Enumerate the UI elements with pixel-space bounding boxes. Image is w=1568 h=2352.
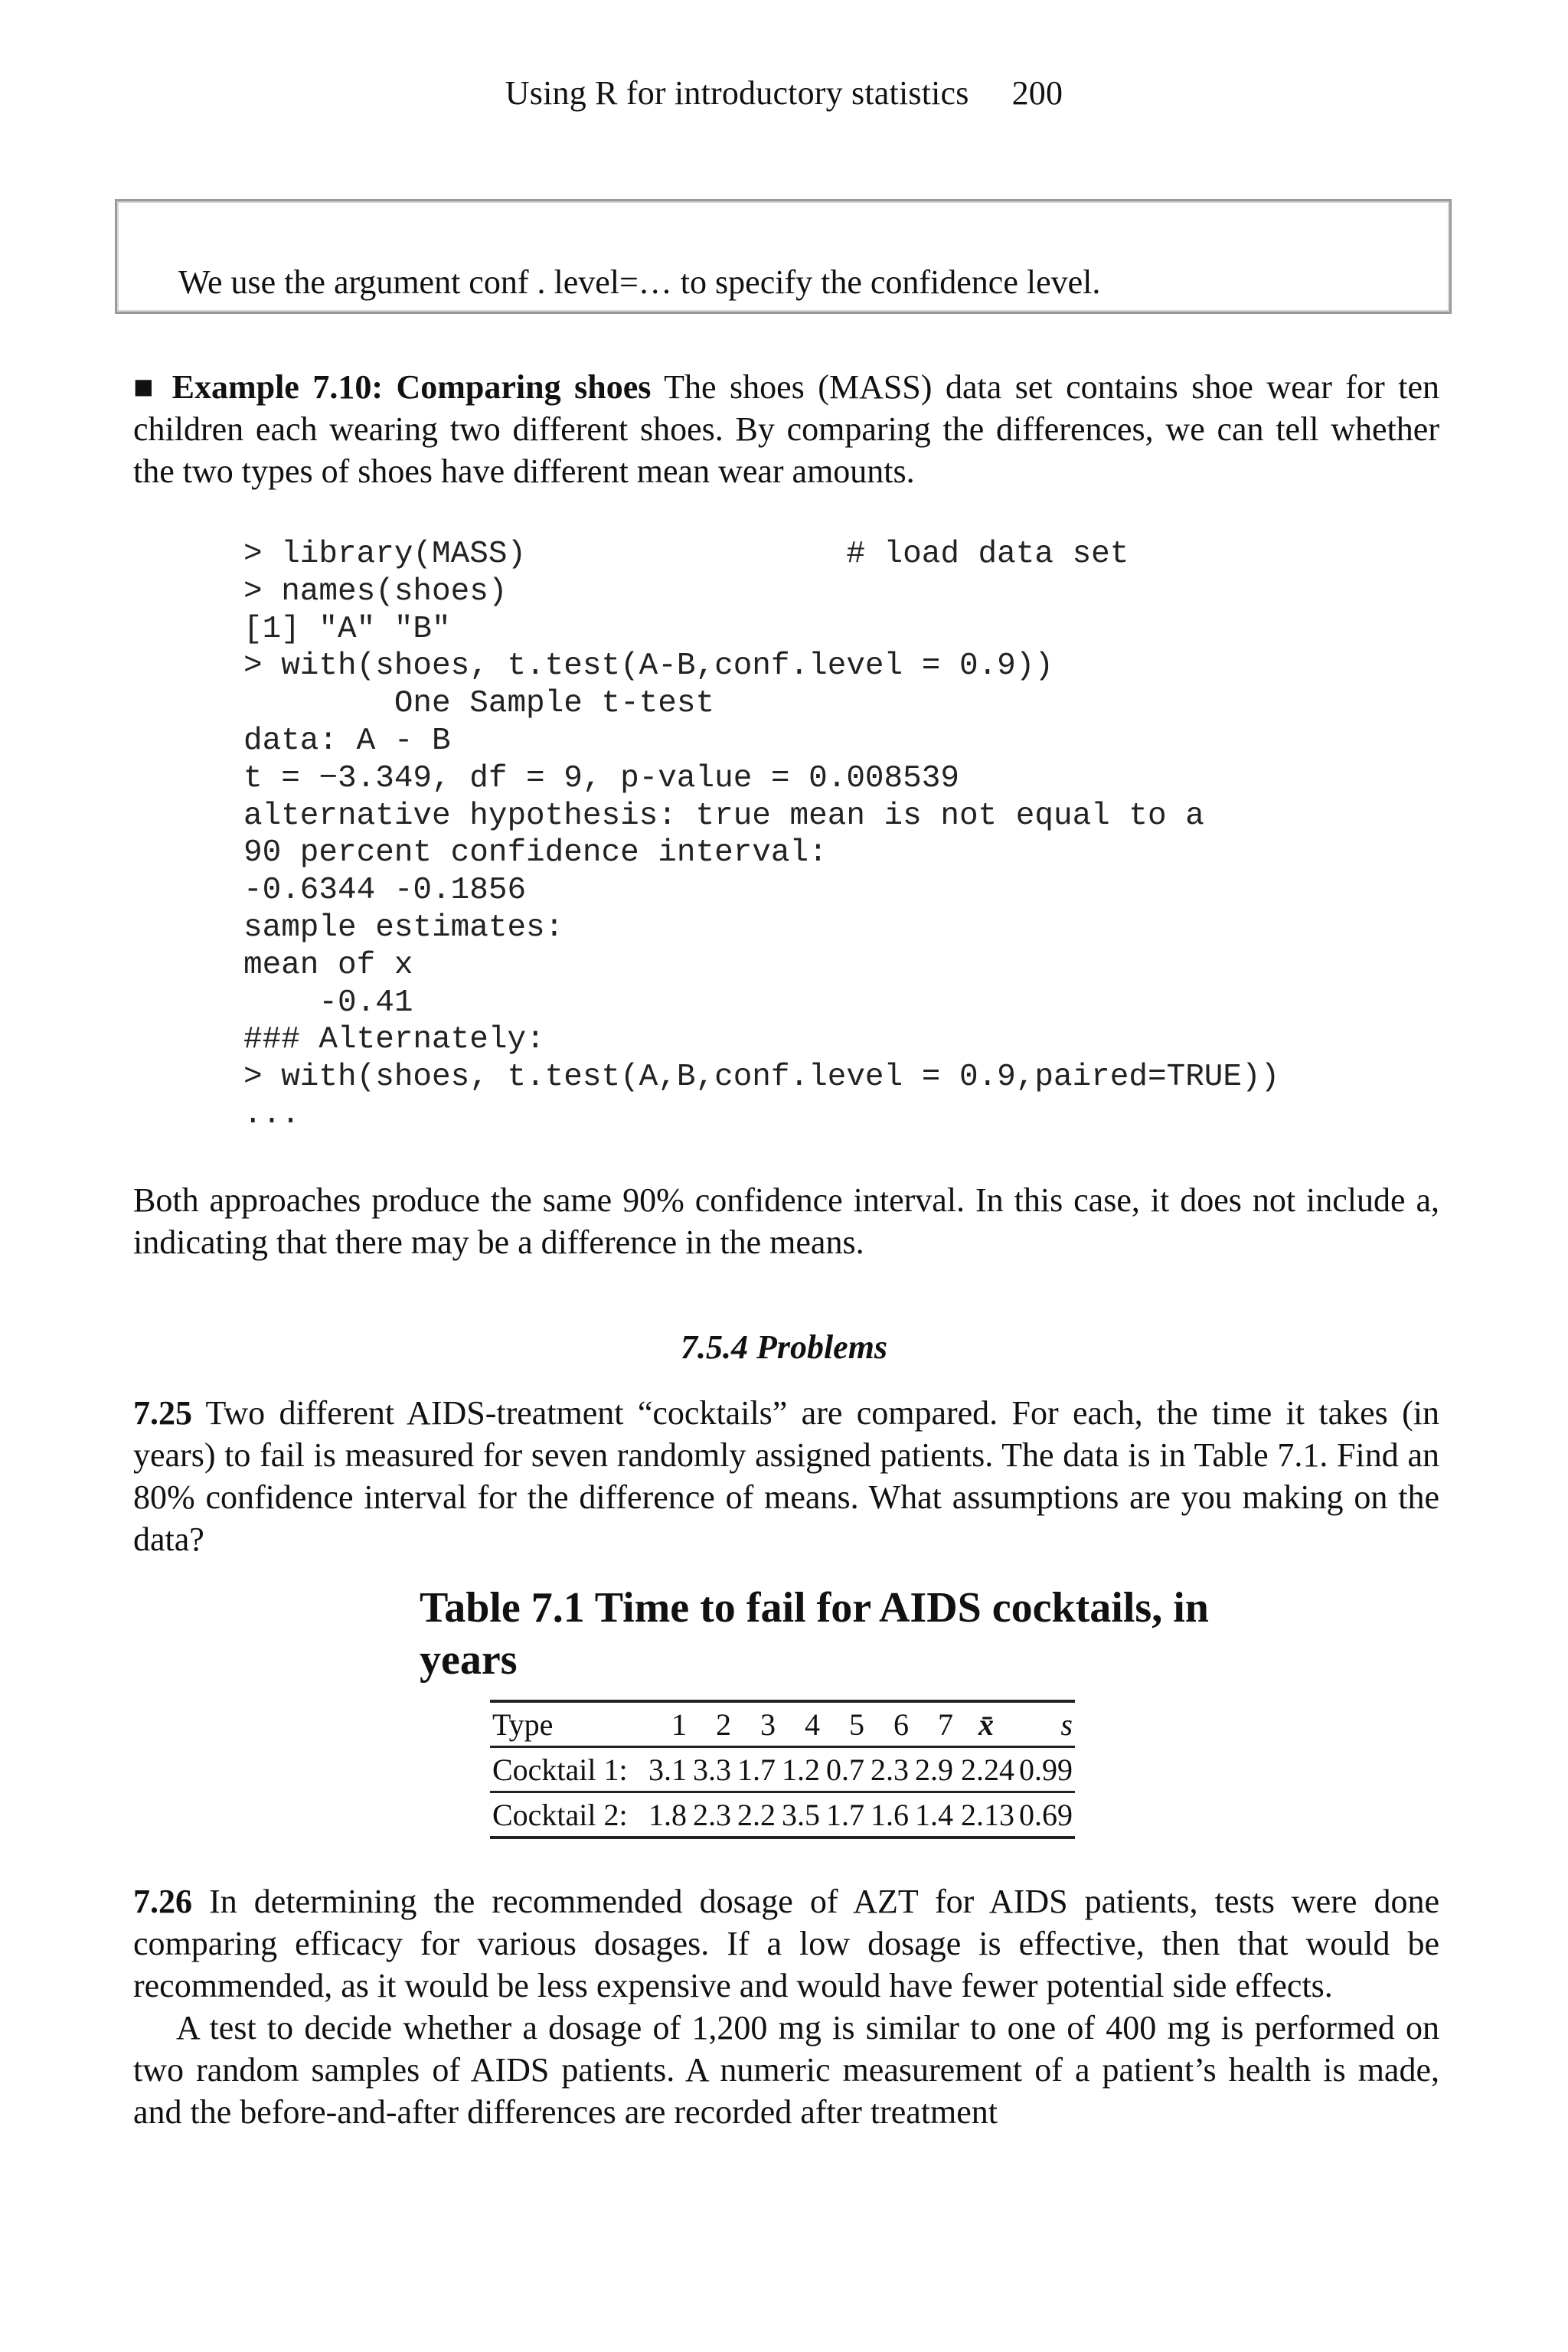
table-cell: 3.5 <box>782 1797 820 1832</box>
header-title: Using R for introductory statistics <box>505 74 969 112</box>
code-line: > with(shoes, t.test(A-B,conf.level = 0.9)) <box>243 648 1054 684</box>
code-line: data: A - B <box>243 723 451 759</box>
table-header-row <box>490 1701 1075 1747</box>
column-header: x̄ <box>978 1707 994 1742</box>
code-line: 90 percent confidence interval: <box>243 835 828 871</box>
table-row <box>490 1747 1075 1792</box>
conclusion-paragraph: Both approaches produce the same 90% confidence interval. In this case, it does not include a, indicating that there may be a difference in the means. <box>133 1181 1439 1261</box>
code-block <box>243 536 1279 1134</box>
code-line: alternative hypothesis: true mean is not equal to a <box>243 798 1204 834</box>
data-table <box>490 1700 1075 1839</box>
problem-paragraph <box>133 1880 1439 2007</box>
column-header: s <box>1060 1707 1073 1742</box>
problem-text: Two different AIDS-treatment “cocktails” are compared. For each, the time it takes (in years) to fail is measured for seven randomly assigned patients. The data is in Table 7.1. Find an 80% confidence interval for the difference of means. What assumptions are you making on the data? <box>133 1394 1439 1558</box>
table-cell: 2.24 <box>961 1752 1014 1787</box>
table-caption: Table 7.1 Time to fail for AIDS cocktails, in years <box>420 1584 1209 1684</box>
code-line: -0.6344 -0.1856 <box>243 873 527 909</box>
column-header: 3 <box>760 1707 776 1742</box>
problem-number: 7.25 <box>133 1394 192 1432</box>
column-header: 1 <box>671 1707 687 1742</box>
column-header: 5 <box>849 1707 864 1742</box>
code-line: sample estimates: <box>243 910 564 946</box>
code-line: > names(shoes) <box>243 573 508 609</box>
column-header: 4 <box>805 1707 820 1742</box>
running-header <box>0 74 1568 113</box>
note-text: We use the argument conf . level=… to specify the confidence level. <box>178 263 1101 301</box>
page-number: 200 <box>1011 74 1063 112</box>
table-cell: 2.2 <box>737 1797 776 1832</box>
problem-number: 7.26 <box>133 1883 192 1920</box>
code-line: -0.41 <box>243 985 413 1021</box>
table-row <box>490 1792 1075 1838</box>
column-header: 6 <box>893 1707 909 1742</box>
column-header: Type <box>492 1707 554 1742</box>
code-line: > with(shoes, t.test(A,B,conf.level = 0.9,paired=TRUE)) <box>243 1060 1280 1096</box>
example-paragraph <box>133 366 1439 492</box>
table-cell: 3.3 <box>693 1752 731 1787</box>
example-text: The shoes (MASS) data set contains shoe wear for ten children each wearing two different shoes. By comparing the differences, we can tell whether the two types of shoes have different mean wear amounts. <box>133 368 1439 490</box>
table-cell: 1.8 <box>648 1797 687 1832</box>
code-line: mean of x <box>243 947 413 983</box>
code-line: ### Alternately: <box>243 1022 545 1058</box>
table-cell: 1.2 <box>782 1752 820 1787</box>
note-box <box>115 199 1452 314</box>
column-header: 7 <box>938 1707 953 1742</box>
table-cell: 2.3 <box>871 1752 909 1787</box>
table-cell: 1.7 <box>737 1752 776 1787</box>
table-cell: Cocktail 1: <box>492 1752 628 1787</box>
problem-text: In determining the recommended dosage of AZT for AIDS patients, tests were done comparing efficacy for various dosages. If a low dosage is effective, then that would be recommended, as it would be less expensive and would have fewer potential side effects. <box>133 1883 1439 2004</box>
code-line: > library(MASS) # load data set <box>243 537 1129 572</box>
code-line: [1] "A" "B" <box>243 611 451 647</box>
table-cell: 0.7 <box>826 1752 864 1787</box>
problem-7-26 <box>133 1880 1439 2133</box>
table-cell: 0.69 <box>1019 1797 1073 1832</box>
section-title: 7.5.4 Problems <box>680 1328 888 1366</box>
problem-7-25 <box>133 1392 1439 1560</box>
table-cell: 0.99 <box>1019 1752 1073 1787</box>
table-cell: 1.6 <box>871 1797 909 1832</box>
table-cell: 2.9 <box>915 1752 953 1787</box>
table-cell: Cocktail 2: <box>492 1797 628 1832</box>
problem-continuation: A test to decide whether a dosage of 1,200 mg is similar to one of 400 mg is performed on two random samples of AIDS patients. A numeric measurement of a patient’s health is made, and the before-and-after differences are recorded after treatment <box>133 2009 1439 2131</box>
table-cell: 3.1 <box>648 1752 687 1787</box>
code-line: t = −3.349, df = 9, p-value = 0.008539 <box>243 760 959 796</box>
table-cell: 1.7 <box>826 1797 864 1832</box>
column-header: 2 <box>716 1707 731 1742</box>
code-line: ... <box>243 1096 300 1132</box>
table-cell: 1.4 <box>915 1797 953 1832</box>
example-heading: ■ Example 7.10: Comparing shoes <box>133 368 652 406</box>
code-line: One Sample t-test <box>243 686 715 722</box>
table-cell: 2.13 <box>961 1797 1014 1832</box>
table-cell: 2.3 <box>693 1797 731 1832</box>
